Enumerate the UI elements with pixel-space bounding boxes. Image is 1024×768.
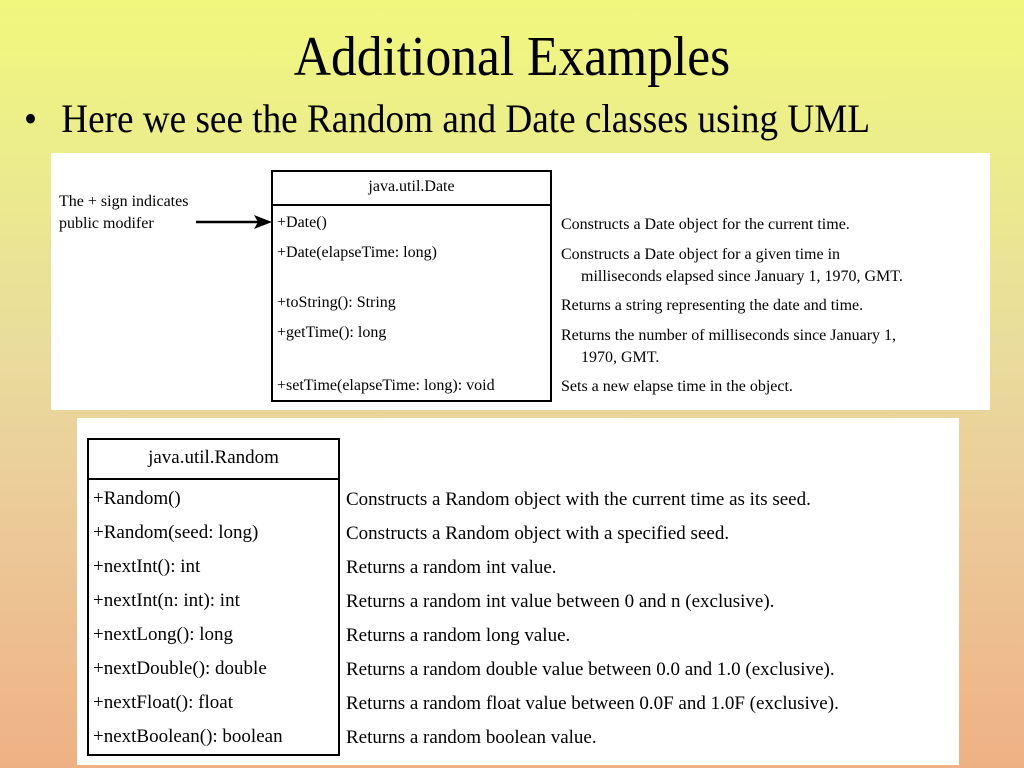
date-member-constructor: +Date() [277,214,327,231]
random-desc: Returns a random boolean value. [346,727,597,748]
date-desc-constructor-long: Constructs a Date object for a given time in milliseconds elapsed since January 1, 1970, GMT. [561,246,903,285]
date-member-gettime: +getTime(): long [277,324,387,341]
random-member: +nextLong(): long [93,624,233,645]
date-class-name: java.util.Date [273,172,550,206]
random-class-name: java.util.Random [89,440,338,480]
bullet-point [24,94,870,144]
random-desc: Returns a random int value. [346,557,557,578]
random-member: +nextFloat(): float [93,692,233,713]
bullet-icon: • [24,96,38,141]
date-uml-panel [51,153,990,410]
right-arrow-icon [196,214,272,230]
random-desc: Constructs a Random object with the current time as its seed. [346,489,811,510]
date-class-box [271,170,552,402]
note-line-2: public modifer [59,215,154,232]
bullet-text: Here we see the Random and Date classes using UML [61,96,871,141]
random-uml-panel [77,418,959,765]
random-member: +nextInt(): int [93,556,201,577]
random-desc: Returns a random long value. [346,625,571,646]
random-class-box [87,438,340,756]
date-desc-constructor: Constructs a Date object for the current time. [561,216,850,233]
random-desc: Returns a random float value between 0.0F and 1.0F (exclusive). [346,693,839,714]
random-desc: Returns a random double value between 0.0 and 1.0 (exclusive). [346,659,835,680]
date-desc-gettime: Returns the number of milliseconds since January 1, 1970, GMT. [561,327,897,366]
date-member-tostring: +toString(): String [277,294,396,311]
random-desc: Returns a random int value between 0 and n (exclusive). [346,591,775,612]
random-member: +nextBoolean(): boolean [93,726,283,747]
date-desc-tostring: Returns a string representing the date and time. [561,297,864,314]
random-desc: Constructs a Random object with a specified seed. [346,523,730,544]
public-modifier-note [59,191,188,235]
random-member: +nextInt(n: int): int [93,590,240,611]
note-line-1: The + sign indicates [59,193,189,210]
random-member: +nextDouble(): double [93,658,267,679]
date-desc-settime: Sets a new elapse time in the object. [561,378,793,395]
date-member-constructor-long: +Date(elapseTime: long) [277,244,437,261]
random-member: +Random(seed: long) [93,522,259,543]
date-member-settime: +setTime(elapseTime: long): void [277,377,495,394]
random-member: +Random() [93,488,181,509]
slide-title: Additional Examples [293,26,731,88]
